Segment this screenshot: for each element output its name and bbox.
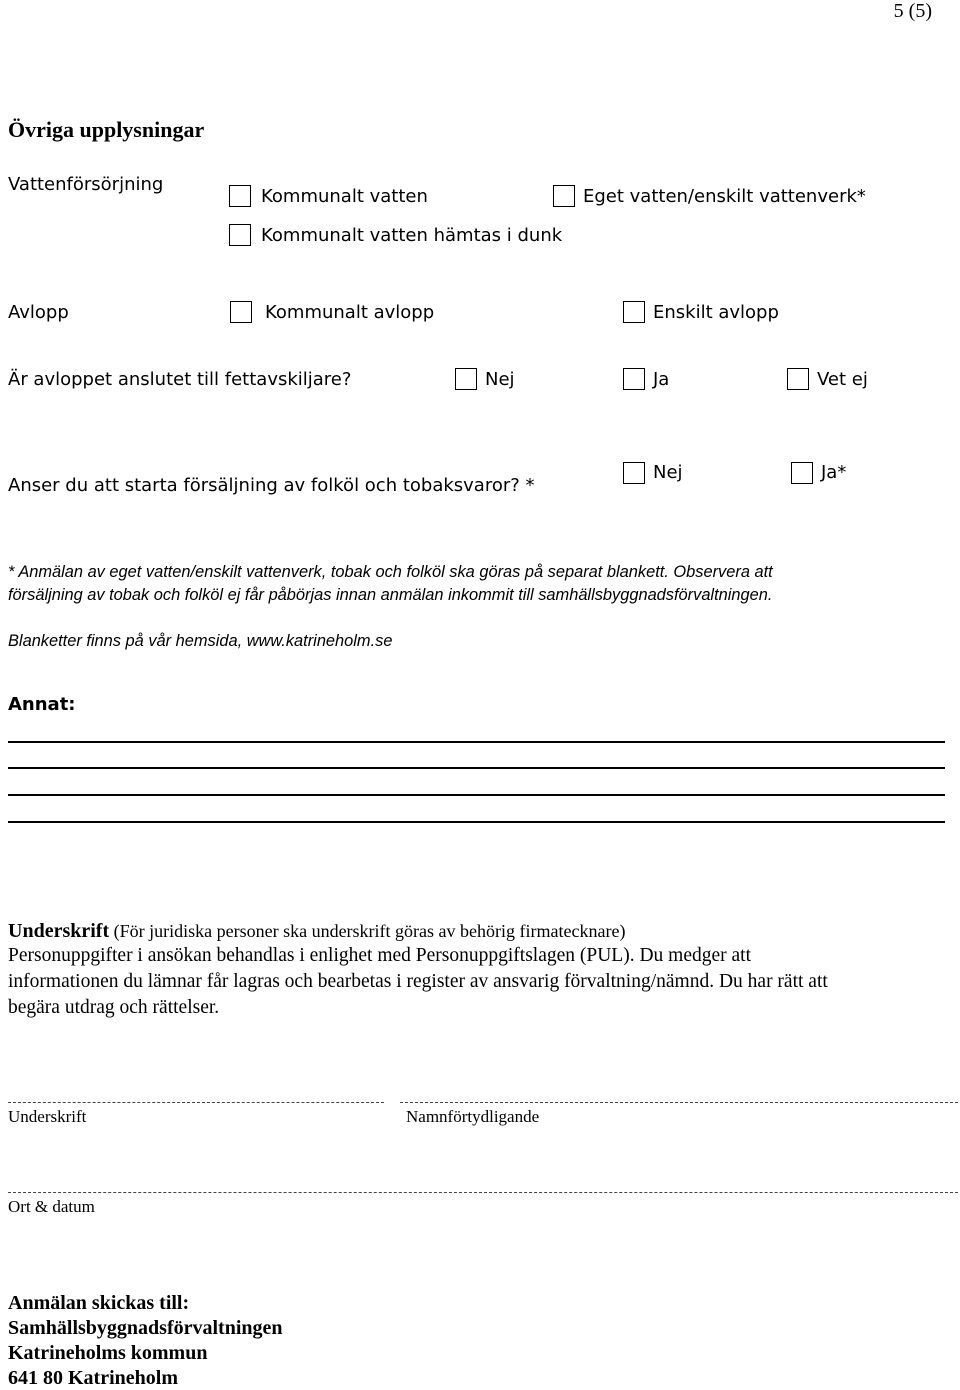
name-clarification-label: Namnförtydligande xyxy=(406,1107,540,1126)
water-in-can-label: Kommunalt vatten hämtas i dunk xyxy=(261,225,563,246)
checkbox-sales-no[interactable] xyxy=(623,462,645,484)
checkbox-private-sewage[interactable] xyxy=(623,301,645,323)
place-date-line[interactable] xyxy=(8,1192,958,1193)
other-line-4[interactable] xyxy=(8,821,945,823)
section-title: Övriga upplysningar xyxy=(8,117,205,142)
checkbox-grease-unknown[interactable] xyxy=(787,368,809,390)
signature-heading-note: (För juridiska personer ska underskrift göras av behörig firmatecknare) xyxy=(113,921,626,941)
checkbox-municipal-sewage[interactable] xyxy=(230,301,252,323)
note-line-2: försäljning av tobak och folköl ej får påbörjas innan anmälan inkommit till samhällsbyggnadsförvaltningen. xyxy=(8,586,773,604)
send-to-postal: 641 80 Katrineholm xyxy=(8,1367,178,1389)
checkbox-own-water[interactable] xyxy=(553,185,575,207)
own-water-label: Eget vatten/enskilt vattenverk* xyxy=(583,186,866,207)
grease-trap-question: Är avloppet anslutet till fettavskiljare? xyxy=(8,369,352,390)
send-to-department: Samhällsbyggnadsförvaltningen xyxy=(8,1317,283,1339)
place-date-label: Ort & datum xyxy=(8,1197,95,1216)
note-line-1: * Anmälan av eget vatten/enskilt vattenverk, tobak och folköl ska göras på separat blankett. Observera att xyxy=(8,563,773,581)
note-line-3: Blanketter finns på vår hemsida, www.katrineholm.se xyxy=(8,632,393,650)
sales-yes-label: Ja* xyxy=(821,462,847,483)
sales-question: Anser du att starta försäljning av folköl och tobaksvaror? * xyxy=(8,475,535,496)
water-supply-label: Vattenförsörjning xyxy=(8,174,164,195)
grease-no-label: Nej xyxy=(485,369,515,390)
other-label: Annat: xyxy=(8,694,76,715)
name-clarification-line[interactable] xyxy=(400,1102,958,1103)
grease-yes-label: Ja xyxy=(653,369,670,390)
send-to-municipality: Katrineholms kommun xyxy=(8,1342,208,1364)
checkbox-water-in-can[interactable] xyxy=(229,224,251,246)
privacy-line-3: begära utdrag och rättelser. xyxy=(8,997,220,1018)
private-sewage-label: Enskilt avlopp xyxy=(653,302,779,323)
checkbox-grease-yes[interactable] xyxy=(623,368,645,390)
signature-line[interactable] xyxy=(8,1102,384,1103)
sales-no-label: Nej xyxy=(653,462,683,483)
municipal-water-label: Kommunalt vatten xyxy=(261,186,428,207)
signature-heading-line xyxy=(8,920,625,943)
other-line-2[interactable] xyxy=(8,767,945,769)
municipal-sewage-label: Kommunalt avlopp xyxy=(265,302,435,323)
grease-unknown-label: Vet ej xyxy=(817,369,868,390)
signature-field-label: Underskrift xyxy=(8,1107,87,1126)
send-to-heading: Anmälan skickas till: xyxy=(8,1292,190,1314)
checkbox-grease-no[interactable] xyxy=(455,368,477,390)
other-line-3[interactable] xyxy=(8,794,945,796)
signature-heading: Underskrift xyxy=(8,920,110,942)
sewage-label: Avlopp xyxy=(8,302,69,323)
checkbox-municipal-water[interactable] xyxy=(229,185,251,207)
privacy-line-2: informationen du lämnar får lagras och bearbetas i register av ansvarig förvaltning/nämnd. Du har rätt att xyxy=(8,971,828,992)
checkbox-sales-yes[interactable] xyxy=(791,462,813,484)
page-number: 5 (5) xyxy=(893,0,932,22)
other-line-1[interactable] xyxy=(8,741,945,743)
privacy-line-1: Personuppgifter i ansökan behandlas i enlighet med Personuppgiftslagen (PUL). Du medger att xyxy=(8,945,751,966)
